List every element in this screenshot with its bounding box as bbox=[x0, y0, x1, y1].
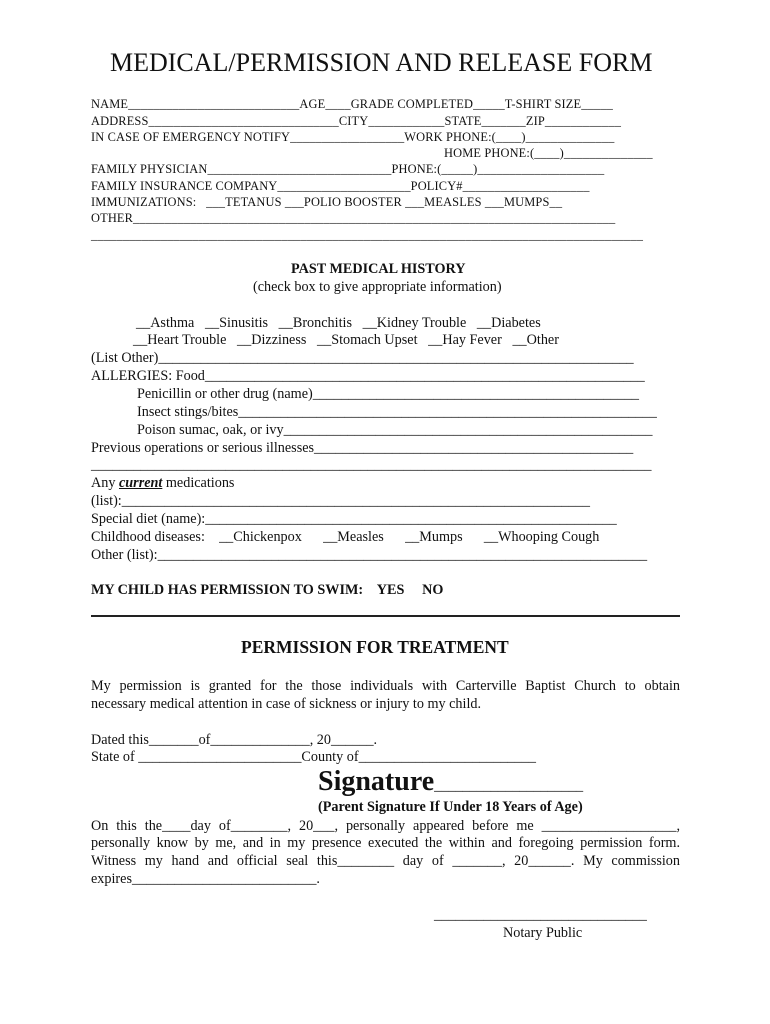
medications-list-line: (list):__________________________________________________________________ bbox=[91, 493, 590, 509]
history-subheading: (check box to give appropriate information) bbox=[253, 279, 502, 295]
info-line-insurance: FAMILY INSURANCE COMPANY_____________________POLICY#____________________ bbox=[91, 179, 590, 193]
current-medications-label: Any current medications bbox=[91, 475, 235, 491]
dated-line: Dated this_______of______________, 20______. bbox=[91, 732, 378, 748]
signature-label: Signature bbox=[318, 766, 435, 797]
parent-signature-note: (Parent Signature If Under 18 Years of Age) bbox=[318, 799, 583, 815]
info-line-emergency: IN CASE OF EMERGENCY NOTIFY__________________WORK PHONE:(____)______________ bbox=[91, 130, 615, 144]
info-line-other: OTHER____________________________________________________________________________ bbox=[91, 211, 616, 225]
section-divider bbox=[91, 615, 680, 617]
swim-permission: MY CHILD HAS PERMISSION TO SWIM: YES NO bbox=[91, 582, 444, 598]
notary-line-3: Witness my hand and official seal this________ day of _______, 20______. My commission bbox=[91, 853, 680, 869]
history-heading: PAST MEDICAL HISTORY bbox=[291, 261, 466, 277]
other-list-line: Other (list):_____________________________________________________________________ bbox=[91, 547, 648, 563]
list-other-line: (List Other)___________________________________________________________________ bbox=[91, 350, 634, 366]
treatment-paragraph-line-2: necessary medical attention in case of sickness or injury to my child. bbox=[91, 696, 482, 712]
form-title: MEDICAL/PERMISSION AND RELEASE FORM bbox=[110, 48, 653, 77]
info-line-immunizations: IMMUNIZATIONS: ___TETANUS ___POLIO BOOSTER ___MEASLES ___MUMPS__ bbox=[91, 195, 563, 209]
childhood-diseases-line: Childhood diseases: __Chickenpox __Measles __Mumps __Whooping Cough bbox=[91, 529, 600, 545]
info-line-address: ADDRESS______________________________CITY____________STATE_______ZIP____________ bbox=[91, 114, 622, 128]
allergies-food-line: ALLERGIES: Food______________________________________________________________ bbox=[91, 368, 645, 384]
conditions-row-1: __Asthma __Sinusitis __Bronchitis __Kidney Trouble __Diabetes bbox=[136, 315, 541, 331]
poison-line: Poison sumac, oak, or ivy____________________________________________________ bbox=[137, 422, 653, 438]
notary-signature-line: ______________________________ bbox=[434, 907, 647, 923]
notary-public-label: Notary Public bbox=[503, 925, 583, 941]
info-line-name: NAME___________________________AGE____GRADE COMPLETED_____T-SHIRT SIZE_____ bbox=[91, 97, 613, 111]
treatment-heading: PERMISSION FOR TREATMENT bbox=[241, 637, 509, 657]
info-line-blank: _______________________________________________________________________________________ bbox=[91, 228, 644, 242]
insect-stings-line: Insect stings/bites___________________________________________________________ bbox=[137, 404, 657, 420]
state-county-line: State of _______________________County of_________________________ bbox=[91, 749, 536, 765]
current-emphasis: current bbox=[118, 475, 163, 491]
notary-line-2: personally know by me, and in my presence executed the within and foregoing permission form. bbox=[91, 835, 680, 851]
info-line-home-phone: HOME PHONE:(____)______________ bbox=[444, 146, 653, 160]
info-line-physician: FAMILY PHYSICIAN_____________________________PHONE:(_____)____________________ bbox=[91, 162, 605, 176]
blank-underline: _______________________________________________________________________________ bbox=[91, 457, 652, 473]
signature-field bbox=[318, 766, 583, 798]
signature-underline: _____________________ bbox=[434, 778, 584, 794]
penicillin-line: Penicillin or other drug (name)______________________________________________ bbox=[137, 386, 640, 402]
special-diet-line: Special diet (name):__________________________________________________________ bbox=[91, 511, 617, 527]
previous-operations-line: Previous operations or serious illnesses_____________________________________________ bbox=[91, 440, 634, 456]
notary-line-4: expires__________________________. bbox=[91, 871, 320, 887]
treatment-paragraph-line-1: My permission is granted for the those individuals with Carterville Baptist Church to obtain bbox=[91, 678, 680, 694]
notary-line-1: On this the____day of________, 20___, personally appeared before me ___________________, bbox=[91, 818, 680, 834]
conditions-row-2: __Heart Trouble __Dizziness __Stomach Upset __Hay Fever __Other bbox=[133, 332, 559, 348]
